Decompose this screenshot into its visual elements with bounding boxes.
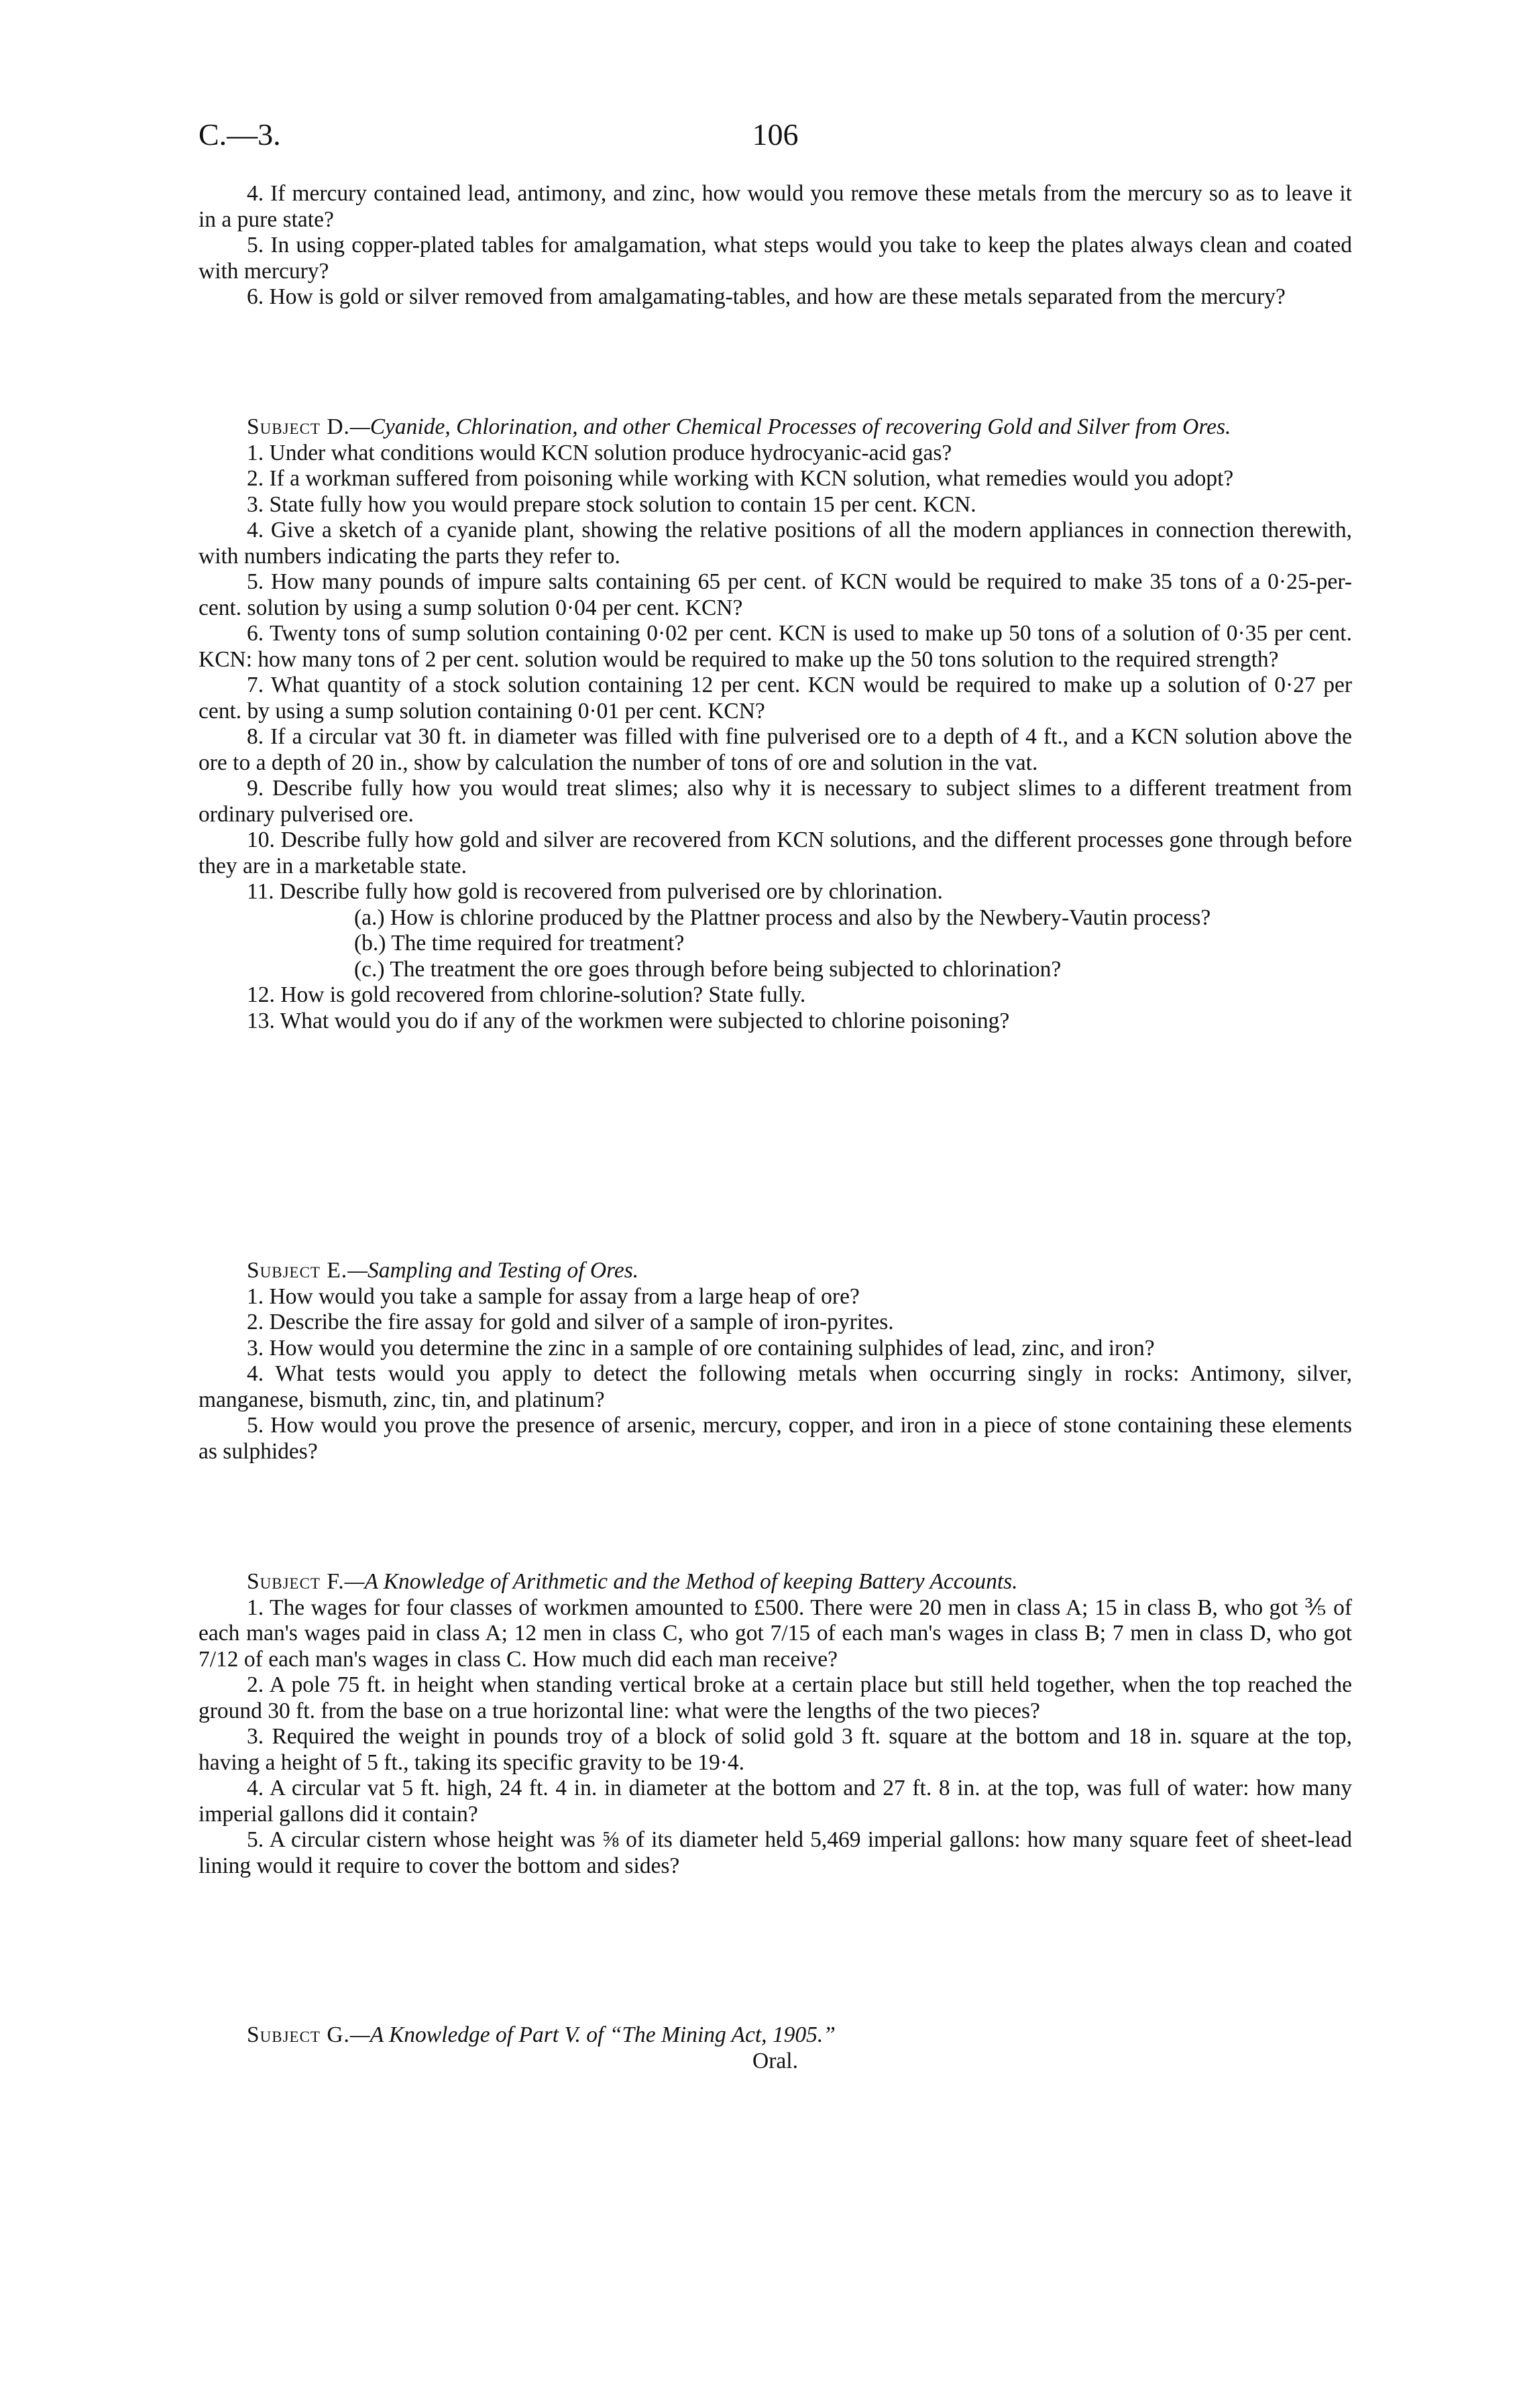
section-subject-d xyxy=(199,414,1352,1034)
question-d-5: 5. How many pounds of impure salts containing 65 per cent. of KCN would be required to make 35 tons of a 0·25-per-cent. solution by using a sump solution 0·04 per cent. KCN? xyxy=(199,569,1352,620)
page-header xyxy=(199,117,1352,157)
question-e-1: 1. How would you take a sample for assay from a large heap of ore? xyxy=(247,1283,860,1309)
question-d-1: 1. Under what conditions would KCN solution produce hydrocyanic-acid gas? xyxy=(247,440,952,465)
subject-d-title: —Cyanide, Chlorination, and other Chemical Processes of recovering Gold and Silver from Ores. xyxy=(349,414,1231,439)
question-f-2: 2. A pole 75 ft. in height when standing vertical broke at a certain place but still held together, when the top reached the ground 30 ft. from the base on a true horizontal line: what were the lengths of the two pieces? xyxy=(199,1672,1352,1723)
question-f-5: 5. A circular cistern whose height was ⅝ of its diameter held 5,469 imperial gallons: how many square feet of sheet-lead lining would it require to cover the bottom and sides? xyxy=(199,1827,1352,1878)
question-d-12: 12. How is gold recovered from chlorine-solution? State fully. xyxy=(247,982,806,1007)
question-e-2: 2. Describe the fire assay for gold and silver of a sample of iron-pyrites. xyxy=(247,1310,894,1334)
question-d-8: 8. If a circular vat 30 ft. in diameter was filled with fine pulverised ore to a depth of 4 ft., and a KCN solution above the ore to a depth of 20 in., show by calculation the number of tons of ore and solution in the vat. xyxy=(199,724,1352,775)
subject-d-heading xyxy=(199,414,1352,441)
subject-d-label: Subject D. xyxy=(247,414,350,439)
section-amalgamation-questions xyxy=(199,181,1352,310)
subject-e-title: —Sampling and Testing of Ores. xyxy=(347,1258,639,1283)
question-d-4: 4. Give a sketch of a cyanide plant, showing the relative positions of all the modern appliances in connection therewith, with numbers indicating the parts they refer to. xyxy=(199,518,1352,569)
subject-g-heading xyxy=(199,2022,1352,2049)
question-d-13: 13. What would you do if any of the workmen were subjected to chlorine poisoning? xyxy=(247,1008,1010,1033)
question-amalgamation-6: 6. How is gold or silver removed from amalgamating-tables, and how are these metals separated from the mercury? xyxy=(247,284,1286,309)
question-d-10: 10. Describe fully how gold and silver are recovered from KCN solutions, and the different processes gone through before they are in a marketable state. xyxy=(199,827,1352,878)
question-d-2: 2. If a workman suffered from poisoning while working with KCN solution, what remedies would you adopt? xyxy=(247,466,1234,491)
question-amalgamation-5: 5. In using copper-plated tables for amalgamation, what steps would you take to keep the plates always clean and coated with mercury? xyxy=(199,233,1352,284)
subject-g-title: —A Knowledge of Part V. of “The Mining Act, 1905.” xyxy=(349,2022,836,2047)
question-amalgamation-4: 4. If mercury contained lead, antimony, and zinc, how would you remove these metals from the mercury so as to leave it in a pure state? xyxy=(199,181,1352,232)
question-f-1: 1. The wages for four classes of workmen amounted to £500. There were 20 men in class A; 15 in class B, who got ⅗ of each man's wages paid in class A; 12 men in class C, who got 7/15 of each man's wages in class B; 7 men in class D, who got 7/12 of each man's wages in class C. How much did each man receive? xyxy=(199,1595,1352,1672)
question-d-6: 6. Twenty tons of sump solution containing 0·02 per cent. KCN is used to make up 50 tons of a solution of 0·35 per cent. KCN: how many tons of 2 per cent. solution would be required to make up the 50 tons solution to the required strength? xyxy=(199,621,1352,672)
question-d-11: 11. Describe fully how gold is recovered from pulverised ore by chlorination. xyxy=(247,879,943,904)
subject-f-label: Subject F. xyxy=(247,1569,345,1594)
question-d-9: 9. Describe fully how you would treat slimes; also why it is necessary to subject slimes to a different treatment from ordinary pulverised ore. xyxy=(199,776,1352,827)
subject-g-note: Oral. xyxy=(752,2048,798,2073)
question-d-7: 7. What quantity of a stock solution containing 12 per cent. KCN would be required to make up a solution of 0·27 per cent. by using a sump solution containing 0·01 per cent. KCN? xyxy=(199,673,1352,724)
subject-f-heading xyxy=(199,1569,1352,1595)
page-number: 106 xyxy=(752,117,799,152)
subject-e-heading xyxy=(199,1258,1352,1284)
document-reference: C.—3. xyxy=(199,117,281,152)
question-e-5: 5. How would you prove the presence of arsenic, mercury, copper, and iron in a piece of stone containing these elements as sulphides? xyxy=(199,1413,1352,1464)
subject-g-label: Subject G. xyxy=(247,2022,350,2047)
subject-e-label: Subject E. xyxy=(247,1258,348,1283)
question-e-3: 3. How would you determine the zinc in a sample of ore containing sulphides of lead, zinc, and iron? xyxy=(247,1335,1155,1361)
section-subject-e xyxy=(199,1258,1352,1465)
question-d-11c: (c.) The treatment the ore goes through before being subjected to chlorination? xyxy=(354,956,1062,982)
question-e-4: 4. What tests would you apply to detect the following metals when occurring singly in rocks: Antimony, silver, manganese, bismuth, zinc, tin, and platinum? xyxy=(199,1361,1352,1412)
subject-f-title: —A Knowledge of Arithmetic and the Method of keeping Battery Accounts. xyxy=(344,1569,1018,1594)
section-subject-g xyxy=(199,2022,1352,2074)
question-d-11a: (a.) How is chlorine produced by the Plattner process and also by the Newbery-Vautin process? xyxy=(354,905,1211,930)
question-d-3: 3. State fully how you would prepare stock solution to contain 15 per cent. KCN. xyxy=(247,492,976,517)
section-subject-f xyxy=(199,1569,1352,1879)
question-f-4: 4. A circular vat 5 ft. high, 24 ft. 4 in. in diameter at the bottom and 27 ft. 8 in. at the top, was full of water: how many imperial gallons did it contain? xyxy=(199,1776,1352,1827)
question-f-3: 3. Required the weight in pounds troy of a block of solid gold 3 ft. square at the bottom and 18 in. square at the top, having a height of 5 ft., taking its specific gravity to be 19·4. xyxy=(199,1724,1352,1775)
question-d-11b: (b.) The time required for treatment? xyxy=(354,931,685,956)
